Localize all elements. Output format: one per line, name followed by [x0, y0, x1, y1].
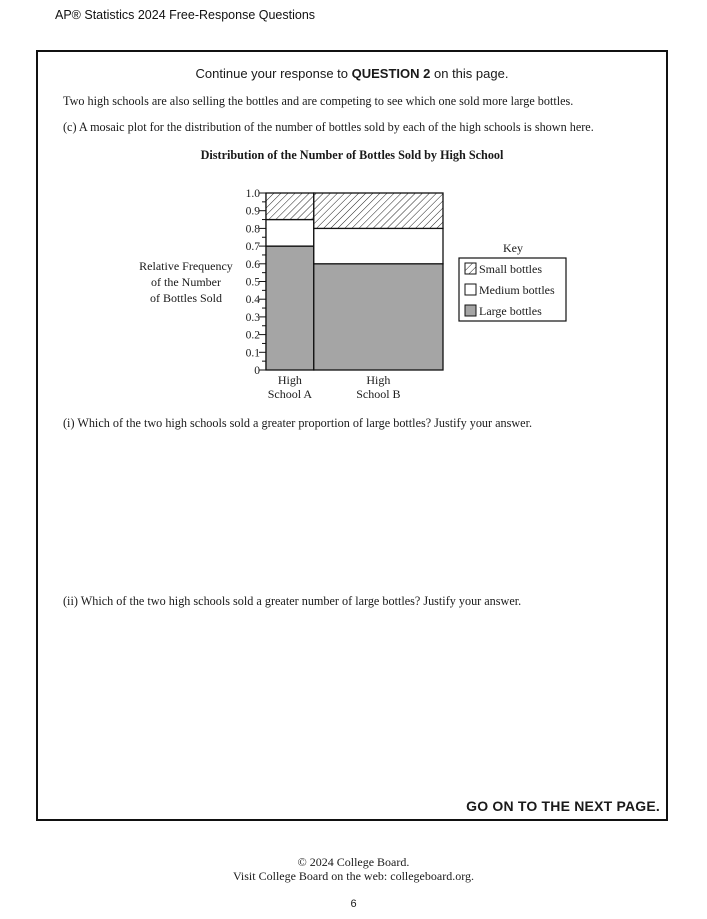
- continue-question: QUESTION 2: [351, 66, 431, 81]
- x-category-label: High: [277, 373, 302, 387]
- x-category-label: High: [366, 373, 391, 387]
- mosaic-cell-medium-bottles: [266, 220, 314, 247]
- page-number: 6: [350, 898, 357, 910]
- go-on-next-page: GO ON TO THE NEXT PAGE.: [466, 798, 660, 814]
- y-tick-label: 0.4: [245, 294, 260, 307]
- legend-item-label: Large bottles: [479, 304, 542, 318]
- mosaic-cell-medium-bottles: [314, 228, 443, 263]
- y-tick-label: 0.6: [245, 258, 260, 271]
- continue-prefix: Continue your response to: [195, 66, 352, 81]
- x-category-label: School B: [356, 387, 401, 401]
- x-axis-categories: [268, 373, 401, 401]
- y-tick-label: 0.2: [245, 329, 260, 342]
- y-axis-label-line: Relative Frequency: [139, 259, 233, 273]
- mosaic-cell-small-bottles: [314, 193, 443, 228]
- legend-swatch: [465, 263, 476, 274]
- question-ii: (ii) Which of the two high schools sold a greater number of large bottles? Justify your answer.: [63, 594, 522, 608]
- chart-title: Distribution of the Number of Bottles Sold by High School: [200, 148, 504, 162]
- y-axis-label-line: of the Number: [151, 275, 221, 289]
- y-tick-label: 0.1: [245, 347, 260, 360]
- part-c-prompt: (c) A mosaic plot for the distribution of the number of bottles sold by each of the high schools is shown here.: [63, 120, 594, 134]
- visit-line: Visit College Board on the web: collegeboard.org.: [232, 869, 474, 883]
- y-tick-label: 1.0: [245, 188, 260, 200]
- legend-item-label: Medium bottles: [479, 283, 555, 297]
- legend-swatch: [465, 305, 476, 316]
- y-axis-label-line: of Bottles Sold: [149, 291, 223, 305]
- x-category-label: School A: [267, 387, 313, 401]
- intro-paragraph: Two high schools are also selling the bottles and are competing to see which one sold more large bottles.: [63, 94, 574, 108]
- page-header: AP® Statistics 2024 Free-Response Questions: [55, 8, 316, 22]
- y-tick-label: 0.9: [245, 205, 260, 218]
- mosaic-cell-small-bottles: [266, 193, 314, 220]
- legend-title: Key: [503, 241, 523, 255]
- y-tick-label: 0: [254, 365, 260, 377]
- y-tick-label: 0.3: [245, 311, 260, 324]
- y-tick-label: 0.5: [245, 276, 260, 289]
- continue-suffix: on this page.: [430, 66, 509, 81]
- question-i: (i) Which of the two high schools sold a greater proportion of large bottles? Justify your answer.: [63, 416, 533, 430]
- copyright-line: © 2024 College Board.: [297, 855, 410, 869]
- mosaic-cell-large-bottles: [314, 264, 443, 370]
- y-axis-ticks: [246, 188, 266, 377]
- legend: [459, 241, 566, 321]
- legend-swatch: [465, 284, 476, 295]
- mosaic-cell-large-bottles: [266, 246, 314, 370]
- y-tick-label: 0.7: [245, 241, 260, 254]
- mosaic-cells: [266, 193, 443, 370]
- y-tick-label: 0.8: [245, 223, 260, 236]
- y-axis-label: [139, 259, 233, 305]
- legend-item-label: Small bottles: [479, 262, 542, 276]
